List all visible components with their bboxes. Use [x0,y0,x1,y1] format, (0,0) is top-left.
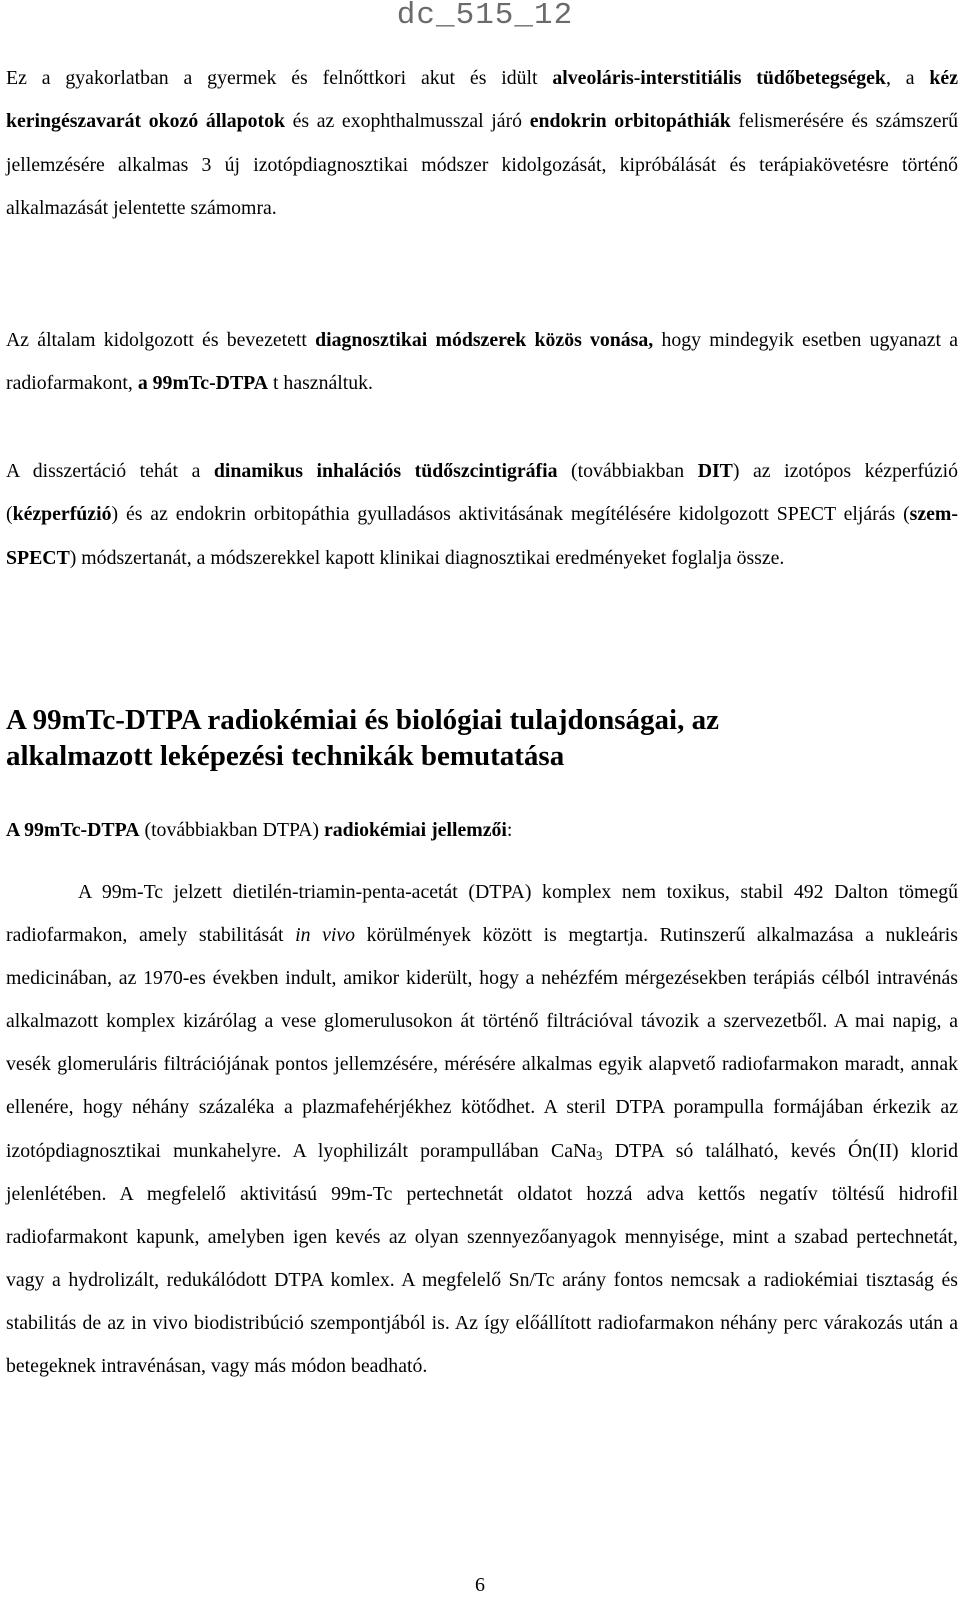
heading-line: alkalmazott leképezési technikák bemutatása [6,740,565,772]
text-run: hogy mindegyik esetben ugyanazt a radiofarmakont, [6,329,958,395]
bold-term: endokrin orbitopáthiák [529,110,731,133]
text-run: : [506,819,513,841]
text-run: ) módszertanát, a módszerekkel kapott klinikai diagnosztikai eredményeket foglalja össze. [69,546,785,569]
bold-term: a 99mTc-DTPA [137,372,269,395]
bold-term: dinamikus inhalációs tüdőszcintigráfia [213,460,558,482]
bold-term: kéz keringészavarát okozó állapotok [6,67,958,133]
bold-term: radiokémiai jellemzői [323,819,507,841]
text-run: (továbbiakban DTPA) [139,819,324,841]
text-run: körülmények között is megtartja. Rutinszerű alkalmazása a nukleáris medicinában, az 1970-es években indult, amikor kiderült, hogy a nehézfém mérgezésekben terápiás célból intravénás alkalmazott komplex kizárólag a vese glomerulusokon át történő filtrációval távozik a szervezetből. A mai napig, a vesék glomeruláris filtrációjának pontos jellemzésére, mérésére alkalmas egyik alapvető radiofarmakon maradt, annak ellenére, hogy néhány százaléka a plazmafehérjékhez kötődhet. A steril DTPA porampulla formájában érkezik az izotópdiagnosztikai munkahelyre. A lyophilizált porampullában CaNa [6,924,958,1162]
text-run: , a [885,67,930,89]
text-run: A disszertáció tehát a [6,460,214,482]
text-run: felismerésére és számszerű jellemzésére alkalmas 3 új izotópdiagnosztikai módszer kidolgozását, kipróbálását és terápiakövetésre történő alkalmazását jelentette számomra. [6,110,958,220]
subscript: 3 [596,1147,603,1163]
section-heading [6,702,958,774]
dissertation-summary-paragraph [6,450,958,580]
italic-term: in vivo [295,924,356,947]
intro-paragraph [6,57,958,231]
text-run: A 99m-Tc jelzett dietilén-triamin-penta-acetát (DTPA) komplex nem toxikus, stabil 492 Dalton tömegű radiofarmakon, amely stabilitását [6,881,958,947]
text-run: ) és az endokrin orbitopáthia gyulladásos aktivitásának megítélésére kidolgozott SPECT eljárás ( [111,503,910,526]
section-subheading [6,815,958,845]
bold-term: szem-SPECT [6,503,958,569]
text-run: t használtuk. [268,372,373,395]
text-run: ) az izotópos kézperfúzió ( [6,460,958,526]
dtpa-description-paragraph [6,871,958,1388]
bold-term: A 99mTc-DTPA [6,819,140,841]
bold-term: alveoláris-interstitiális tüdőbetegségek [552,67,886,89]
bold-term: DIT [697,460,733,482]
text-run: DTPA só található, kevés Ón(II) klorid jelenlétében. A megfelelő aktivitású 99m-Tc pertechnetát oldatot hozzá adva kettős negatív töltésű hidrofil radiofarmakont kapunk, amelyben igen kevés az olyan szennyezőanyagok mennyisége, mint a szabad pertechnetát, vagy a hydrolizált, redukálódott DTPA komlex. A megfelelő Sn/Tc arány fontos nemcsak a radiokémiai tisztaság és stabilitás de az in vivo biodistribúció szempontjából is. Az így előállított radiofarmakon néhány perc várakozás után a betegeknek intravénásan, vagy más módon beadható. [6,1139,958,1378]
bold-term: diagnosztikai módszerek közös vonása, [315,329,654,351]
methods-paragraph [6,319,958,406]
text-run: és az exophthalmusszal járó [285,110,530,133]
page-number: 6 [475,1574,485,1596]
document-id: dc_515_12 [396,0,574,33]
heading-line: A 99mTc-DTPA radiokémiai és biológiai tulajdonságai, az [6,704,719,736]
bold-term: kézperfúzió [12,503,112,526]
text-run: Ez a gyakorlatban a gyermek és felnőttkori akut és idült [6,67,553,89]
text-run: (továbbiakban [557,460,698,482]
text-run: Az általam kidolgozott és bevezetett [6,329,316,351]
